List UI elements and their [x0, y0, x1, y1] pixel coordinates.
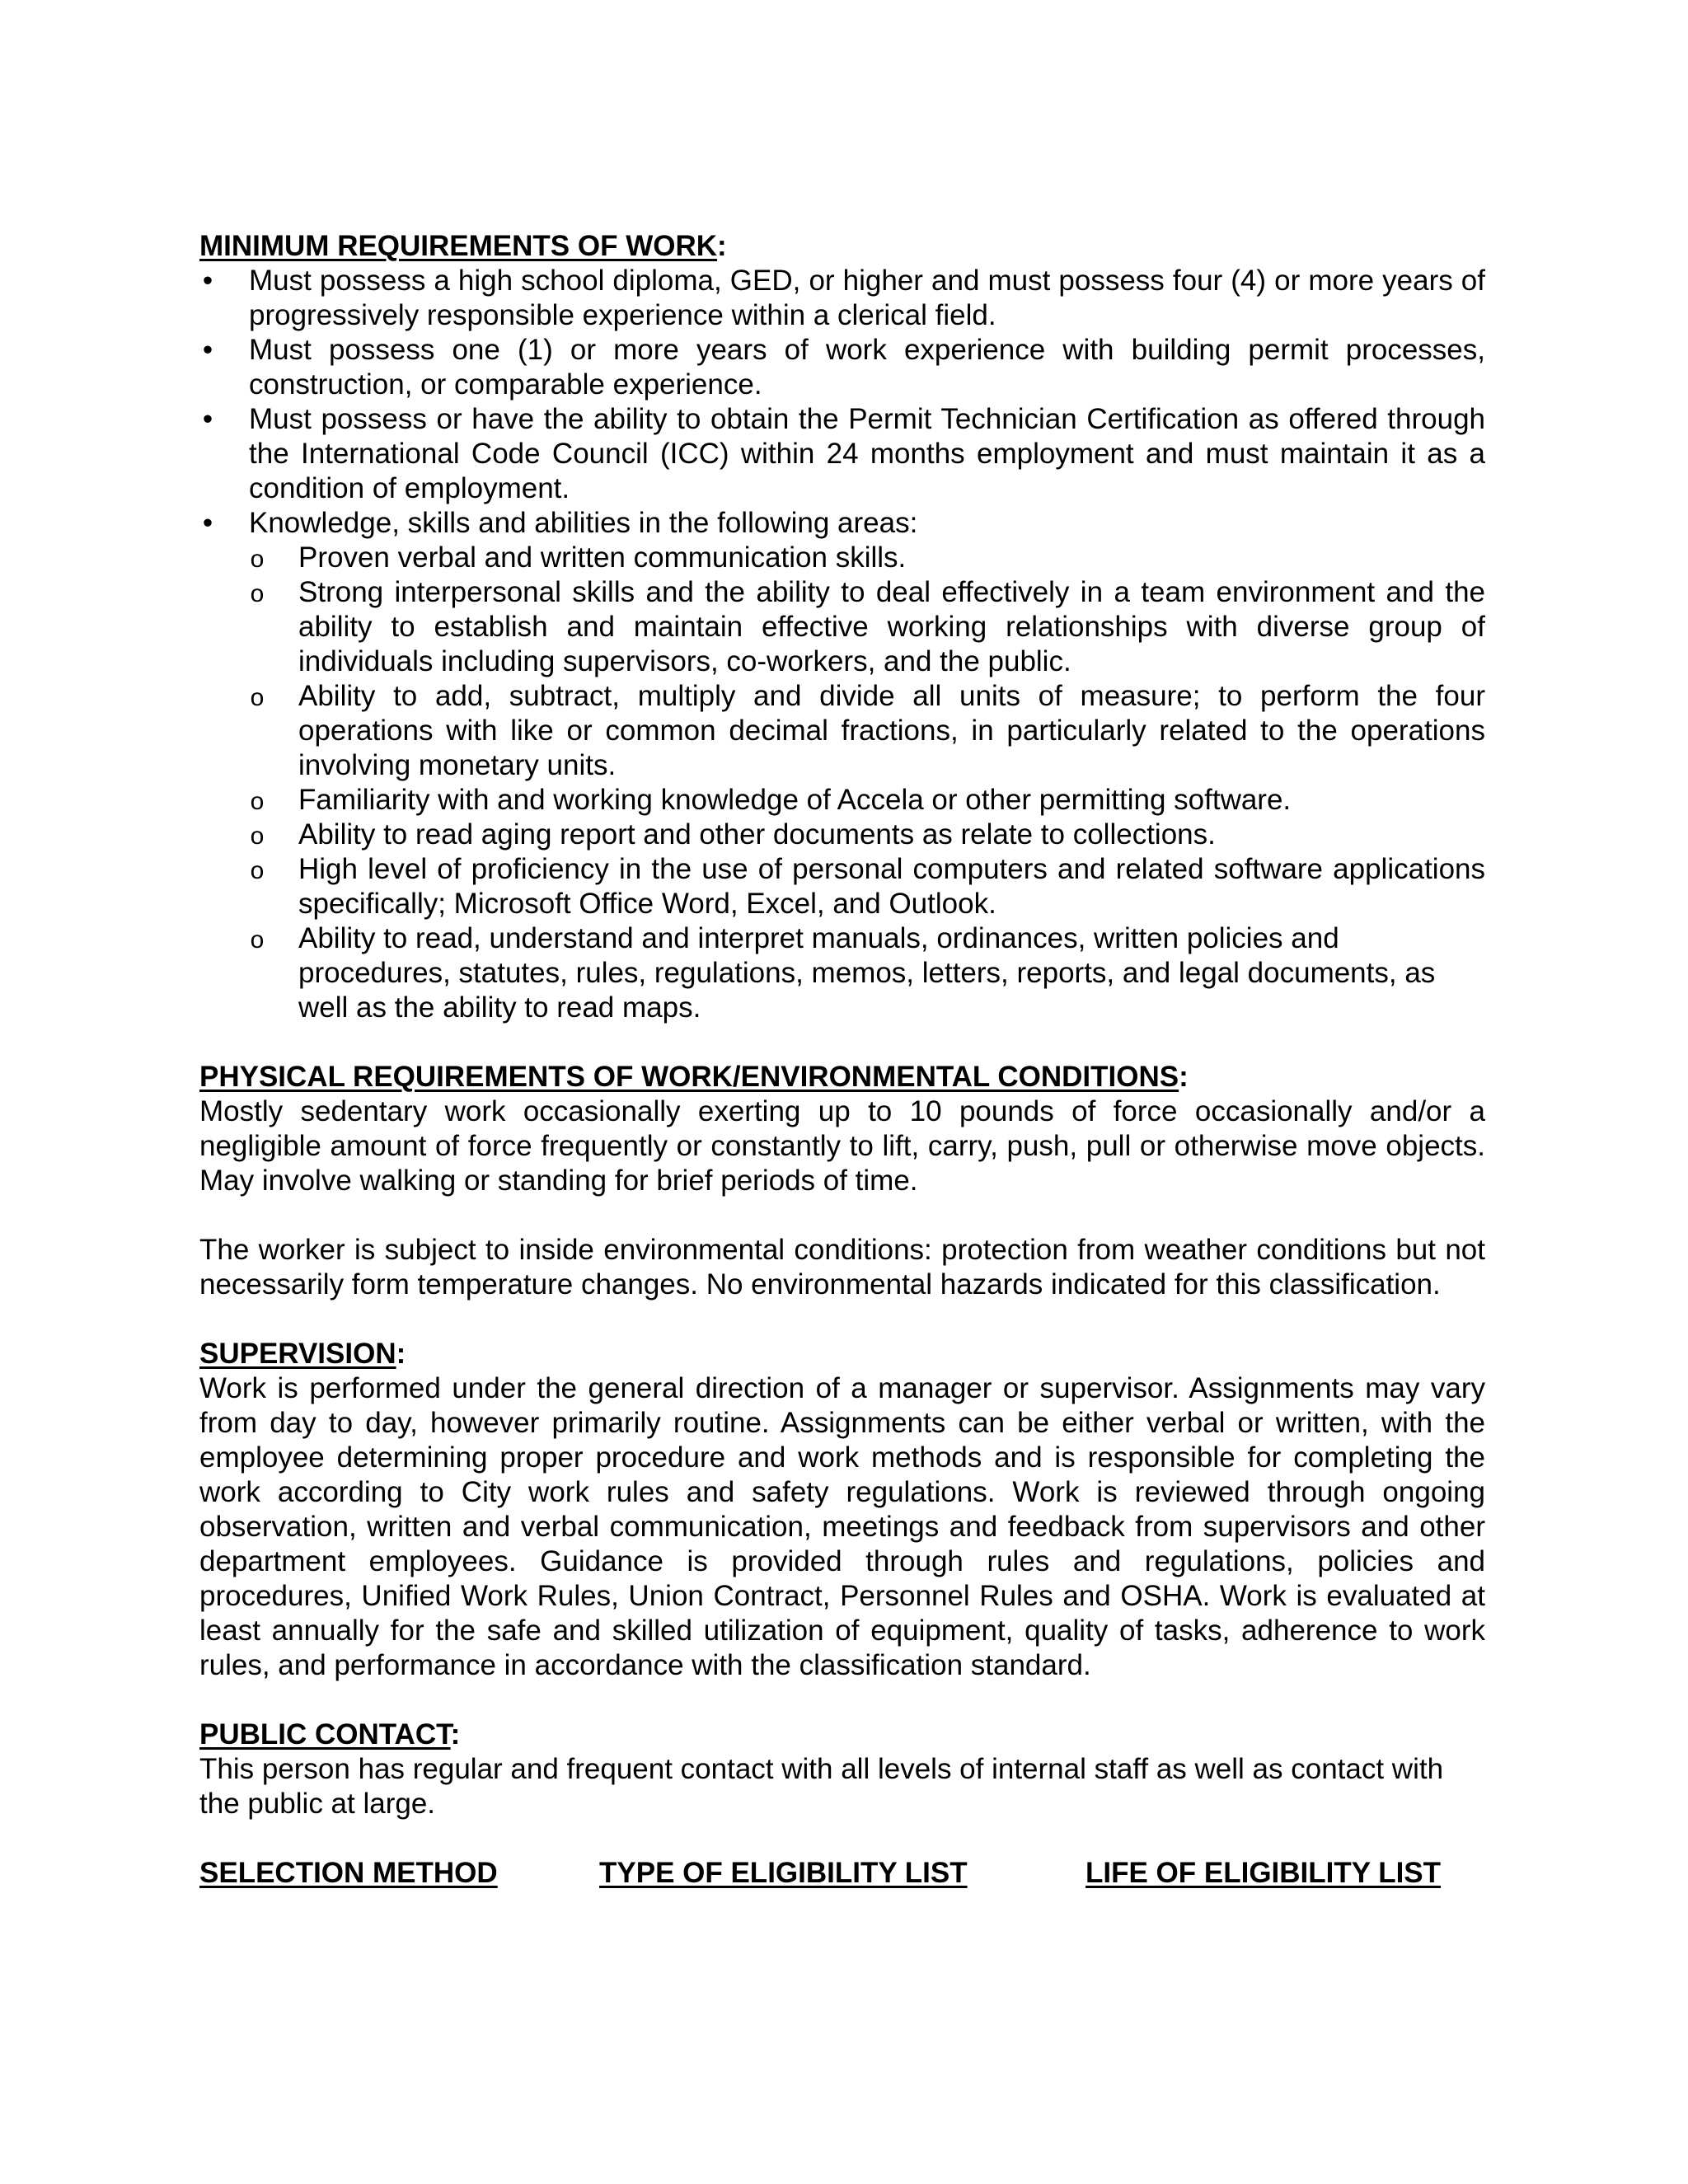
minimum-requirements-heading — [199, 229, 1485, 264]
skills-sublist — [249, 541, 1485, 1025]
public-contact-heading — [199, 1718, 1485, 1752]
bullet-icon: • — [202, 507, 213, 539]
heading-colon: : — [450, 1718, 461, 1750]
skill-item — [249, 818, 1485, 852]
requirement-item — [199, 506, 1485, 1025]
life-of-eligibility-list-heading: LIFE OF ELIGIBILITY LIST — [1085, 1857, 1442, 1889]
type-of-eligibility-list-heading: TYPE OF ELIGIBILITY LIST — [599, 1857, 968, 1889]
skill-item — [249, 541, 1485, 575]
physical-requirements-heading-text: PHYSICAL REQUIREMENTS OF WORK/ENVIRONMENTAL CONDITIONS — [199, 1061, 1179, 1093]
physical-requirements-paragraph: Mostly sedentary work occasionally exerting up to 10 pounds of force occasionally and/or a negligible amount of force frequently or constantly to lift, carry, push, pull or otherwise move objects. May involve walking or standing for brief periods of time. — [199, 1095, 1485, 1197]
selection-method-heading: SELECTION METHOD — [199, 1857, 498, 1889]
circle-bullet-icon: o — [250, 788, 265, 815]
requirement-item — [199, 333, 1485, 402]
skill-text: Proven verbal and written communication skills. — [298, 541, 907, 574]
skill-item — [249, 575, 1485, 679]
requirement-item — [199, 402, 1485, 506]
requirement-text: Must possess one (1) or more years of work experience with building permit processes, construction, or comparable experience. — [249, 334, 1485, 401]
skill-item — [249, 679, 1485, 783]
heading-colon: : — [396, 1338, 406, 1370]
requirements-list — [199, 264, 1485, 1025]
circle-bullet-icon: o — [250, 546, 265, 573]
selection-headings-row — [199, 1856, 1485, 1891]
skill-item — [249, 921, 1485, 1025]
circle-bullet-icon: o — [250, 580, 265, 607]
skill-item — [249, 783, 1485, 818]
circle-bullet-icon: o — [250, 823, 265, 850]
public-contact-paragraph: This person has regular and frequent contact with all levels of internal staff as well as contact with the public at large. — [199, 1753, 1444, 1820]
heading-colon: : — [717, 230, 727, 262]
skill-text: Strong interpersonal skills and the ability to deal effectively in a team environment and the ability to establish and maintain effective working relationships with diverse group of individuals including supervisors, co-workers, and the public. — [298, 576, 1485, 677]
requirement-text: Knowledge, skills and abilities in the following areas: — [249, 507, 918, 539]
skill-text: High level of proficiency in the use of personal computers and related software applications specifically; Microsoft Office Word, Excel, and Outlook. — [298, 853, 1485, 920]
requirement-text: Must possess a high school diploma, GED, or higher and must possess four (4) or more years of progressively responsible experience within a clerical field. — [249, 265, 1485, 331]
skill-text: Ability to read aging report and other documents as relate to collections. — [298, 818, 1216, 851]
bullet-icon: • — [202, 403, 213, 435]
skill-text: Familiarity with and working knowledge of Accela or other permitting software. — [298, 784, 1292, 816]
requirement-item — [199, 264, 1485, 333]
public-contact-heading-text: PUBLIC CONTACT — [199, 1718, 451, 1750]
document-page — [199, 229, 1485, 1891]
supervision-paragraph: Work is performed under the general direction of a manager or supervisor. Assignments may vary from day to day, however primarily routine. Assignments can be either verbal or written, with the employee determining proper procedure and work methods and is responsible for completing the work according to City work rules and safety regulations. Work is reviewed through ongoing observation, written and verbal communication, meetings and feedback from supervisors and other department employees. Guidance is provided through rules and regulations, policies and procedures, Unified Work Rules, Union Contract, Personnel Rules and OSHA. Work is evaluated at least annually for the safe and skilled utilization of equipment, quality of tasks, adherence to work rules, and performance in accordance with the classification standard. — [199, 1372, 1485, 1681]
skill-text: Ability to read, understand and interpret manuals, ordinances, written policies and procedures, statutes, rules, regulations, memos, letters, reports, and legal documents, as well as the ability to read maps. — [298, 922, 1436, 1024]
circle-bullet-icon: o — [250, 684, 265, 711]
bullet-icon: • — [202, 334, 213, 366]
skill-item — [249, 852, 1485, 921]
skill-text: Ability to add, subtract, multiply and divide all units of measure; to perform the four operations with like or common decimal fractions, in particularly related to the operations involving monetary units. — [298, 680, 1485, 781]
circle-bullet-icon: o — [250, 926, 265, 954]
heading-colon: : — [1179, 1061, 1189, 1093]
environmental-conditions-paragraph: The worker is subject to inside environmental conditions: protection from weather conditions but not necessarily form temperature changes. No environmental hazards indicated for this classification. — [199, 1234, 1485, 1301]
requirement-text: Must possess or have the ability to obtain the Permit Technician Certification as offered through the International Code Council (ICC) within 24 months employment and must maintain it as a condition of employment. — [249, 403, 1485, 504]
minimum-requirements-heading-text: MINIMUM REQUIREMENTS OF WORK — [199, 230, 718, 262]
bullet-icon: • — [202, 265, 213, 297]
physical-requirements-heading — [199, 1060, 1485, 1094]
supervision-heading-text: SUPERVISION — [199, 1338, 396, 1370]
supervision-heading — [199, 1337, 1485, 1371]
circle-bullet-icon: o — [250, 857, 265, 884]
